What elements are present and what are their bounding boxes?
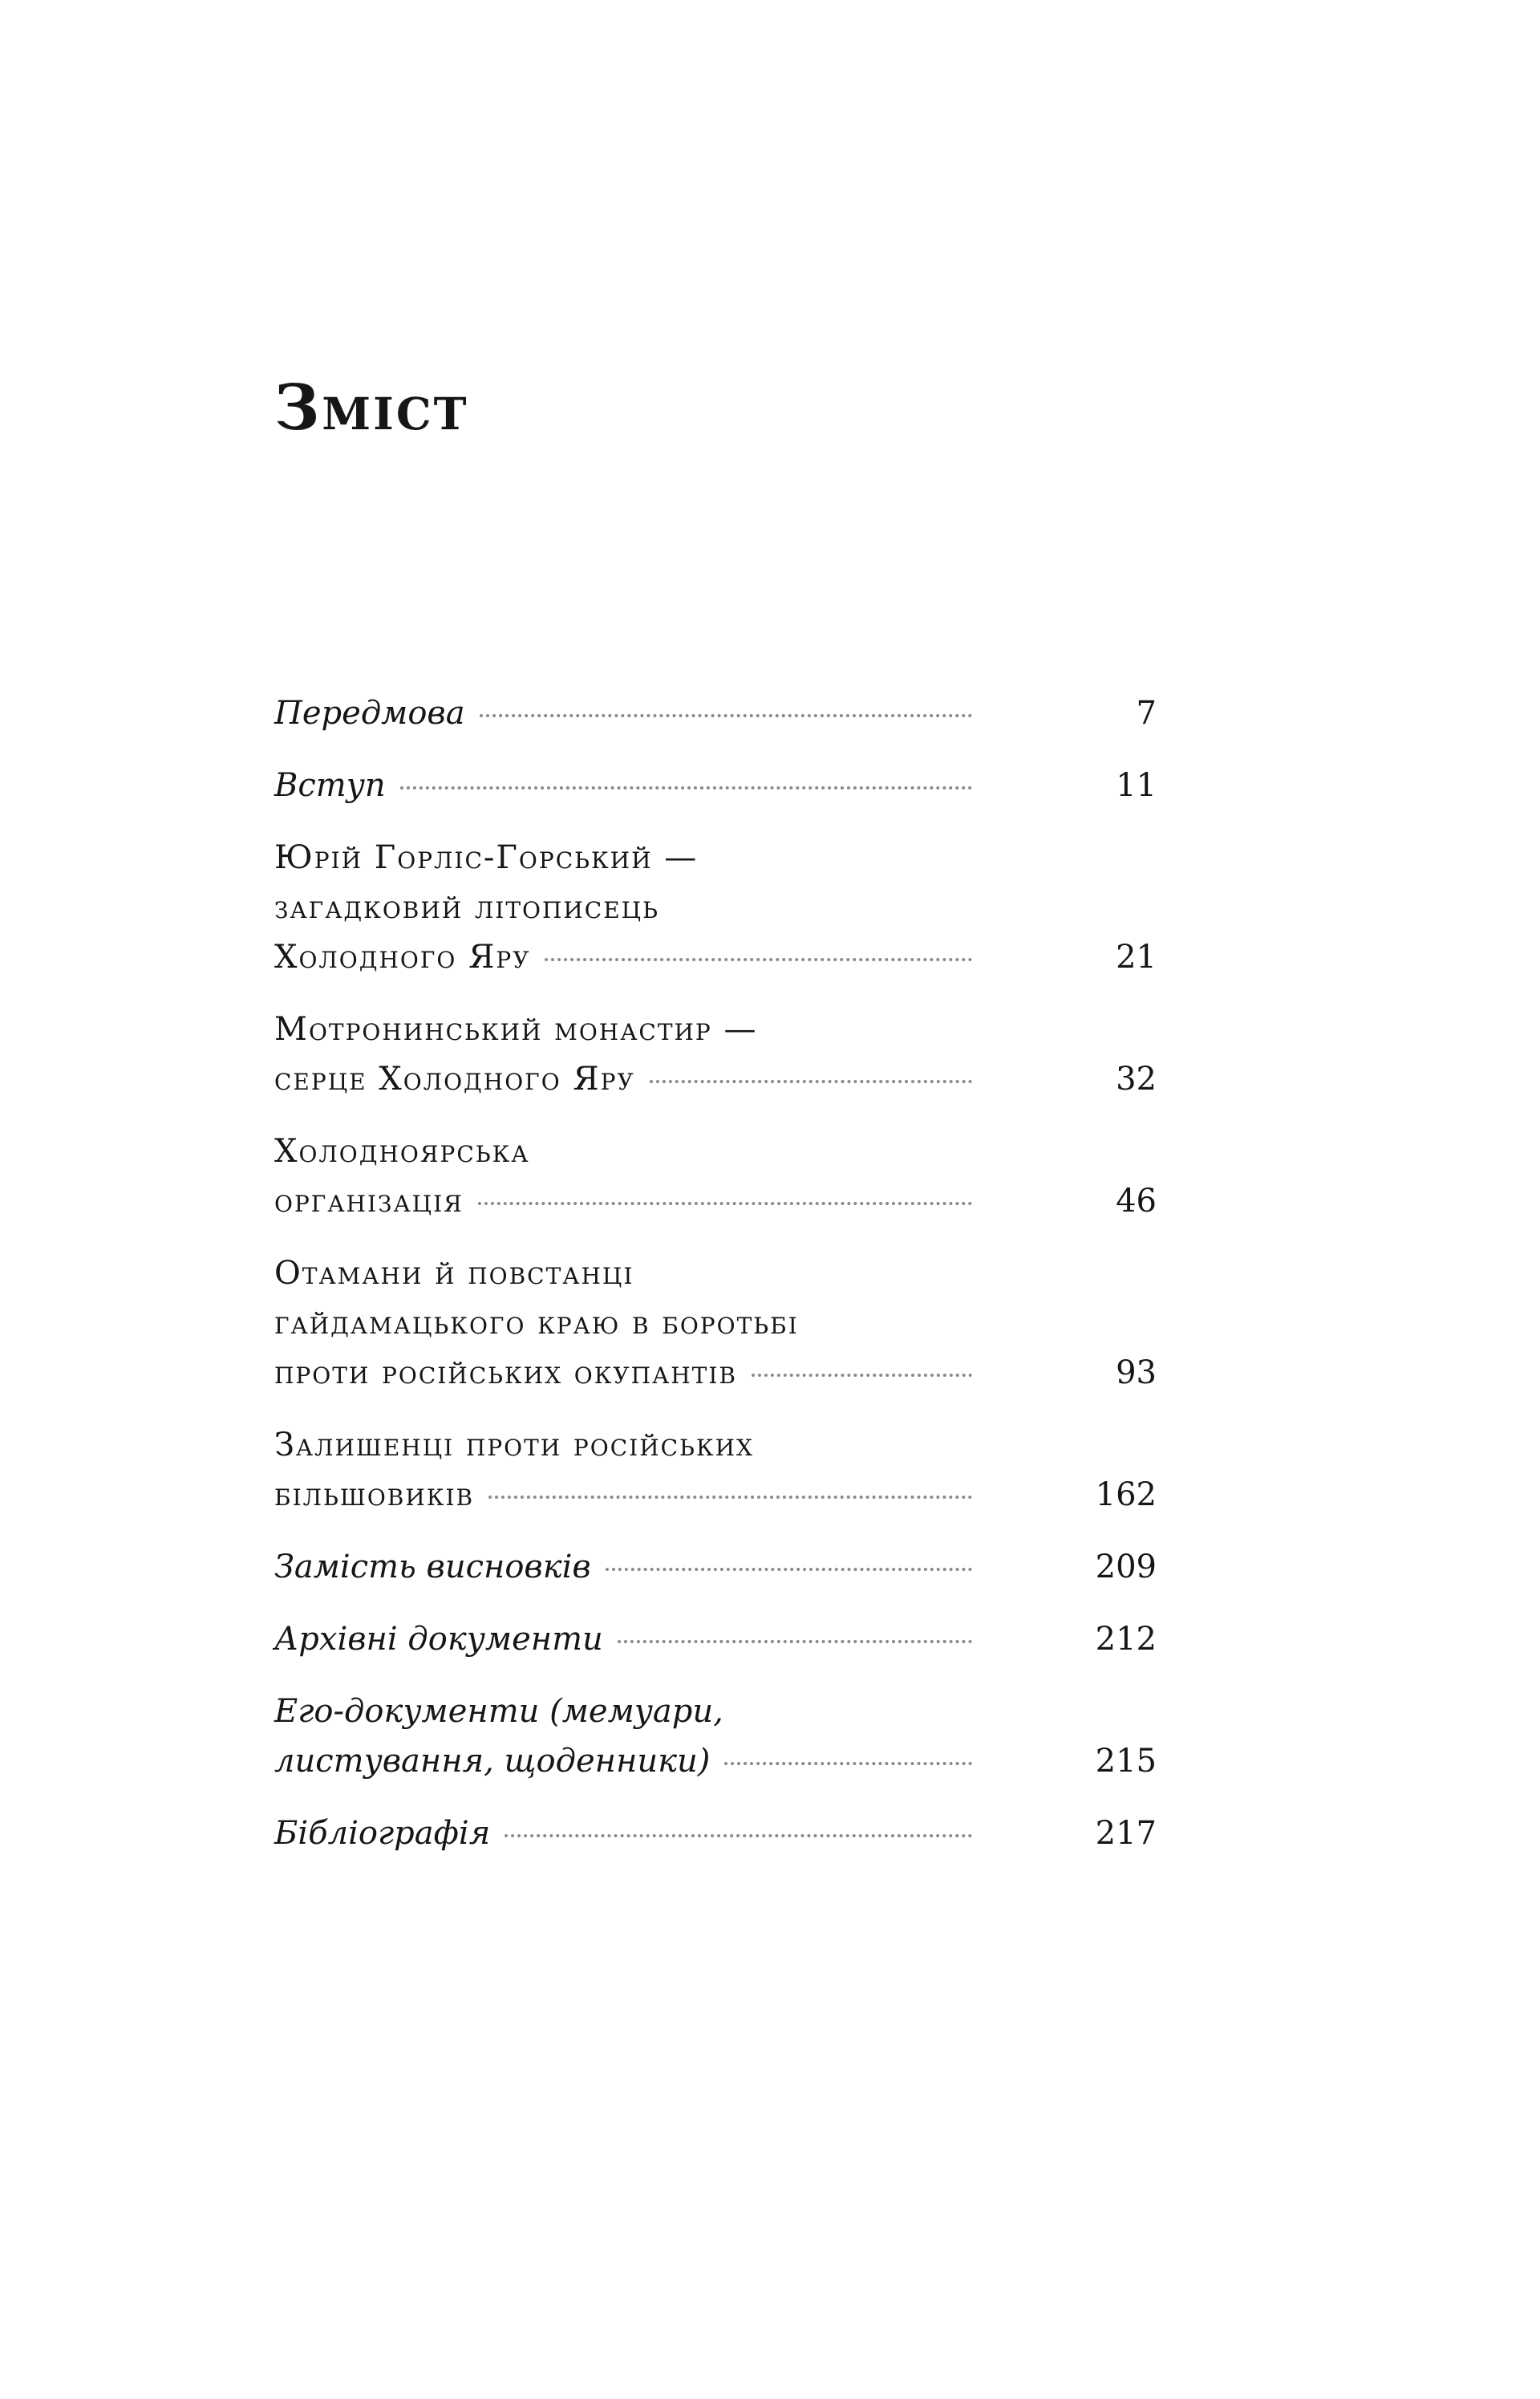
toc-entry-title: Передмова <box>274 695 465 732</box>
toc-page-number: 217 <box>1095 1815 1157 1852</box>
dot-leader <box>480 714 972 717</box>
toc-entry-title: гайдамацького краю в боротьбі <box>274 1305 799 1342</box>
toc-page-number: 11 <box>1116 767 1157 804</box>
toc-entry-line <box>274 932 972 982</box>
toc-page-number: 21 <box>1116 939 1157 976</box>
toc-entry-title: Его-документи (мемуари, <box>274 1693 723 1730</box>
toc-entry-arkhivni-dokumenty <box>274 1614 1157 1664</box>
table-of-contents <box>274 688 1157 1881</box>
dot-leader <box>618 1640 972 1643</box>
toc-entry-line <box>274 1470 972 1520</box>
toc-entry-horlis-horskyi <box>274 833 1157 982</box>
toc-page-number: 215 <box>1095 1743 1157 1780</box>
toc-entry-line <box>274 1687 972 1736</box>
toc-entry-line <box>274 1736 972 1786</box>
toc-page-number: 212 <box>1095 1621 1157 1658</box>
toc-entry-line <box>274 833 972 883</box>
toc-entry-title: Бібліографія <box>274 1815 491 1852</box>
toc-entry-bibliohrafiia <box>274 1808 1157 1858</box>
toc-entry-peredmova <box>274 688 1157 738</box>
toc-entry-line <box>274 1542 972 1592</box>
toc-page-number: 32 <box>1116 1061 1157 1098</box>
toc-page-number: 209 <box>1095 1549 1157 1585</box>
toc-entry-kholodnoiarska-orhanizatsiia <box>274 1126 1157 1226</box>
dot-leader <box>606 1568 972 1571</box>
toc-entry-line <box>274 1176 972 1226</box>
toc-entry-line <box>274 688 972 738</box>
toc-entry-line <box>274 1248 972 1298</box>
dot-leader <box>650 1080 972 1083</box>
toc-page-number: 93 <box>1116 1354 1157 1391</box>
toc-entry-title: більшовиків <box>274 1476 475 1513</box>
toc-entry-line <box>274 761 972 810</box>
toc-entry-eho-dokumenty <box>274 1687 1157 1786</box>
toc-entry-line <box>274 1054 972 1104</box>
toc-entry-line <box>274 1005 972 1054</box>
dot-leader <box>505 1834 972 1837</box>
dot-leader <box>545 958 972 961</box>
toc-entry-title: Юрій Горліс-Горський — <box>274 839 699 876</box>
dot-leader <box>400 786 972 790</box>
toc-entry-title: загадковий літописець <box>274 889 659 926</box>
toc-entry-line <box>274 1808 972 1858</box>
toc-entry-title: Холодноярська <box>274 1133 530 1170</box>
toc-entry-zalyshentsi <box>274 1420 1157 1520</box>
dot-leader <box>478 1202 972 1205</box>
toc-entry-otamany-i-povstantsi <box>274 1248 1157 1398</box>
toc-entry-line <box>274 883 972 932</box>
toc-entry-title: серце Холодного Яру <box>274 1061 635 1098</box>
toc-entry-line <box>274 1420 972 1470</box>
toc-entry-line <box>274 1298 972 1348</box>
toc-entry-vstup <box>274 761 1157 810</box>
toc-entry-title: Холодного Яру <box>274 939 531 976</box>
dot-leader <box>752 1374 972 1377</box>
dot-leader <box>488 1496 972 1499</box>
toc-entry-title: листування, щоденники) <box>274 1743 711 1780</box>
toc-entry-title: Залишенці проти російських <box>274 1427 754 1463</box>
toc-entry-zamist-vysnovkiv <box>274 1542 1157 1592</box>
dot-leader <box>724 1762 972 1765</box>
toc-entry-title: проти російських окупантів <box>274 1354 737 1391</box>
toc-entry-line <box>274 1348 972 1398</box>
toc-entry-title: Замість висновків <box>274 1549 591 1585</box>
toc-page-number: 162 <box>1095 1476 1157 1513</box>
toc-page-number: 7 <box>1136 695 1157 732</box>
toc-entry-title: Отамани й повстанці <box>274 1255 634 1292</box>
toc-entry-title: Мотронинський монастир — <box>274 1011 758 1048</box>
toc-entry-title: організація <box>274 1183 464 1220</box>
page-title: Зміст <box>274 371 469 444</box>
toc-entry-line <box>274 1126 972 1176</box>
toc-entry-motronynskyi-monastyr <box>274 1005 1157 1104</box>
toc-entry-title: Вступ <box>274 767 386 804</box>
toc-entry-title: Архівні документи <box>274 1621 603 1658</box>
toc-entry-line <box>274 1614 972 1664</box>
toc-page-number: 46 <box>1116 1183 1157 1220</box>
